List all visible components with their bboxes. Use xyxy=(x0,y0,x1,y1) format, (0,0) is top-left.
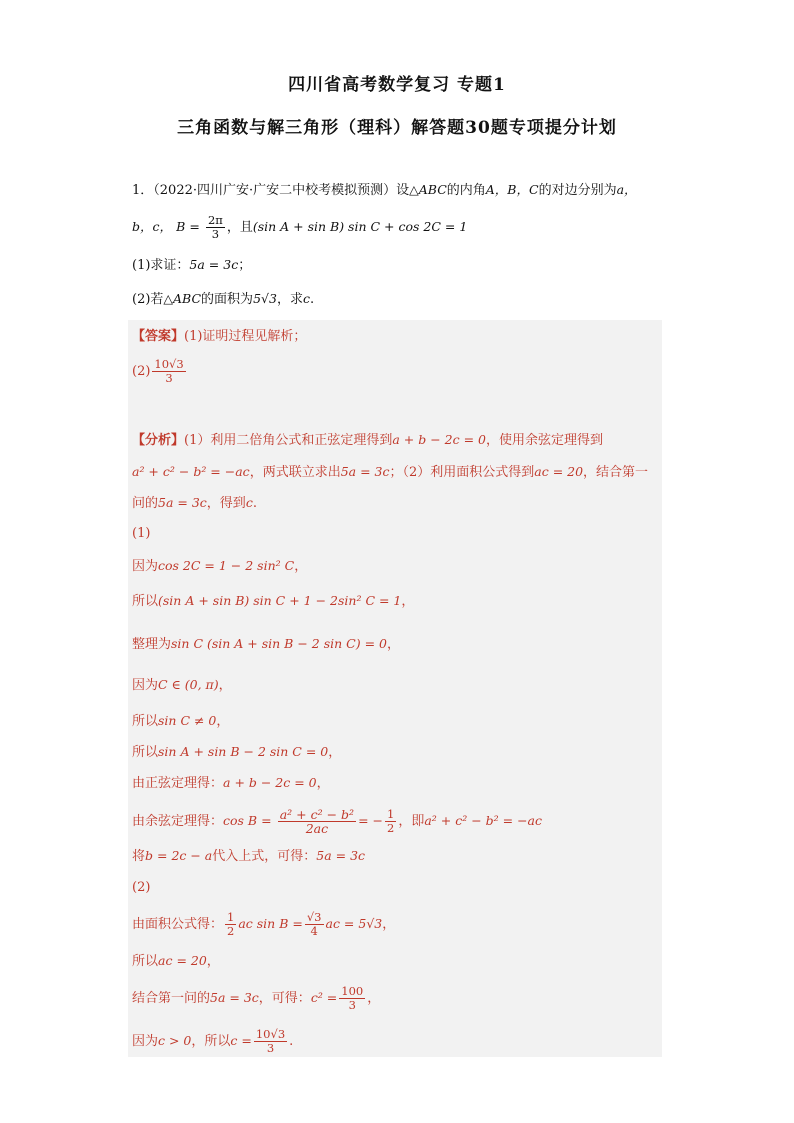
document-title: 四川省高考数学复习 专题1 xyxy=(288,75,506,95)
question-2: (2)若△ABC的面积为5√3，求c. xyxy=(132,291,315,307)
solution-step-11: 所以ac = 20， xyxy=(132,953,220,969)
solution-part-1-label: (1) xyxy=(132,526,151,541)
solution-step-5: 所以sin C ≠ 0， xyxy=(132,713,230,729)
solution-step-7: 由正弦定理得：a + b − 2c = 0， xyxy=(132,775,330,791)
condition-equation: (sin A + sin B) sin C + cos 2C = 1 xyxy=(252,219,468,234)
solution-step-10: 由面积公式得： $\frac{1}{2}$ ac sin B = $\frac{√3}{4}$ ac = 5√3， xyxy=(132,910,396,938)
analysis-line-2: a² + c² − b² = −ac，两式联立求出5a = 3c；（2）利用面积公式得到ac = 20，结合第一 xyxy=(132,464,649,480)
solution-step-13: 因为c > 0，所以c = $\frac{10√3}{3}$ . xyxy=(132,1027,294,1055)
answer-fraction: $\frac{10√3}{3}$ xyxy=(154,357,184,385)
problem-line-1 xyxy=(132,180,637,201)
solution-step-6: 所以sin A + sin B − 2 sin C = 0， xyxy=(132,744,342,760)
problem-number: 1． xyxy=(132,183,154,198)
answer-line-1: 【答案】(1)证明过程见解析； xyxy=(132,329,307,344)
solution-step-1: 因为cos 2C = 1 − 2 sin² C， xyxy=(132,558,308,574)
solution-step-12: 结合第一问的5a = 3c，可得：c² = $\frac{100}{3}$ ， xyxy=(132,984,381,1012)
solution-step-4: 因为C ∈ (0, π)， xyxy=(132,677,232,693)
side-a: a， xyxy=(616,182,637,197)
problem-source: （2022·四川广安·广安二中校考模拟预测）设 xyxy=(153,183,410,198)
answer-line-2: (2) $\frac{10√3}{3}$ xyxy=(132,357,184,385)
cosine-fraction: $\frac{\text{a² + c² − b²}}{2ac}$ xyxy=(279,807,355,836)
sides-bc: b，c， xyxy=(132,219,173,234)
analysis-line-3: 问的5a = 3c，得到c. xyxy=(132,495,257,511)
analysis-line-1: 【分析】(1）利用二倍角公式和正弦定理得到a + b − 2c = 0，使用余弦定理得到 xyxy=(132,432,603,448)
problem-text: 的内角 xyxy=(446,183,486,198)
triangle-label: △ABC xyxy=(409,182,447,197)
problem-text: ，且 xyxy=(226,220,253,235)
problem-line-2 xyxy=(132,214,467,241)
angle-b-eq: B = xyxy=(176,219,200,234)
solution-step-9: 将b = 2c − a代入上式，可得：5a = 3c xyxy=(132,848,366,864)
analysis-label: 【分析】 xyxy=(132,433,185,448)
solution-part-2-label: (2) xyxy=(132,880,151,895)
solution-step-3: 整理为sin C (sin A + sin B − 2 sin C) = 0， xyxy=(132,636,400,652)
problem-text: 的对边分别为 xyxy=(538,183,617,198)
half-fraction: $\frac{1}{2}$ xyxy=(386,807,395,835)
solution-step-2: 所以(sin A + sin B) sin C + 1 − 2sin² C = 1， xyxy=(132,593,415,609)
angle-names: A，B，C xyxy=(485,182,539,197)
answer-label: 【答案】 xyxy=(132,329,185,344)
fraction-2pi-3: $\frac{2\pi}{3}$ xyxy=(207,213,223,241)
document-subtitle: 三角函数与解三角形（理科）解答题30题专项提分计划 xyxy=(177,118,617,138)
question-1: (1)求证：5a = 3c； xyxy=(132,257,252,273)
solution-step-8: 由余弦定理得：cos B = $\frac{\text{a² + c² − b²}}{2ac}$ = − $\frac{1}{2}$ ，即a² + c² − b² = −ac xyxy=(132,807,543,836)
